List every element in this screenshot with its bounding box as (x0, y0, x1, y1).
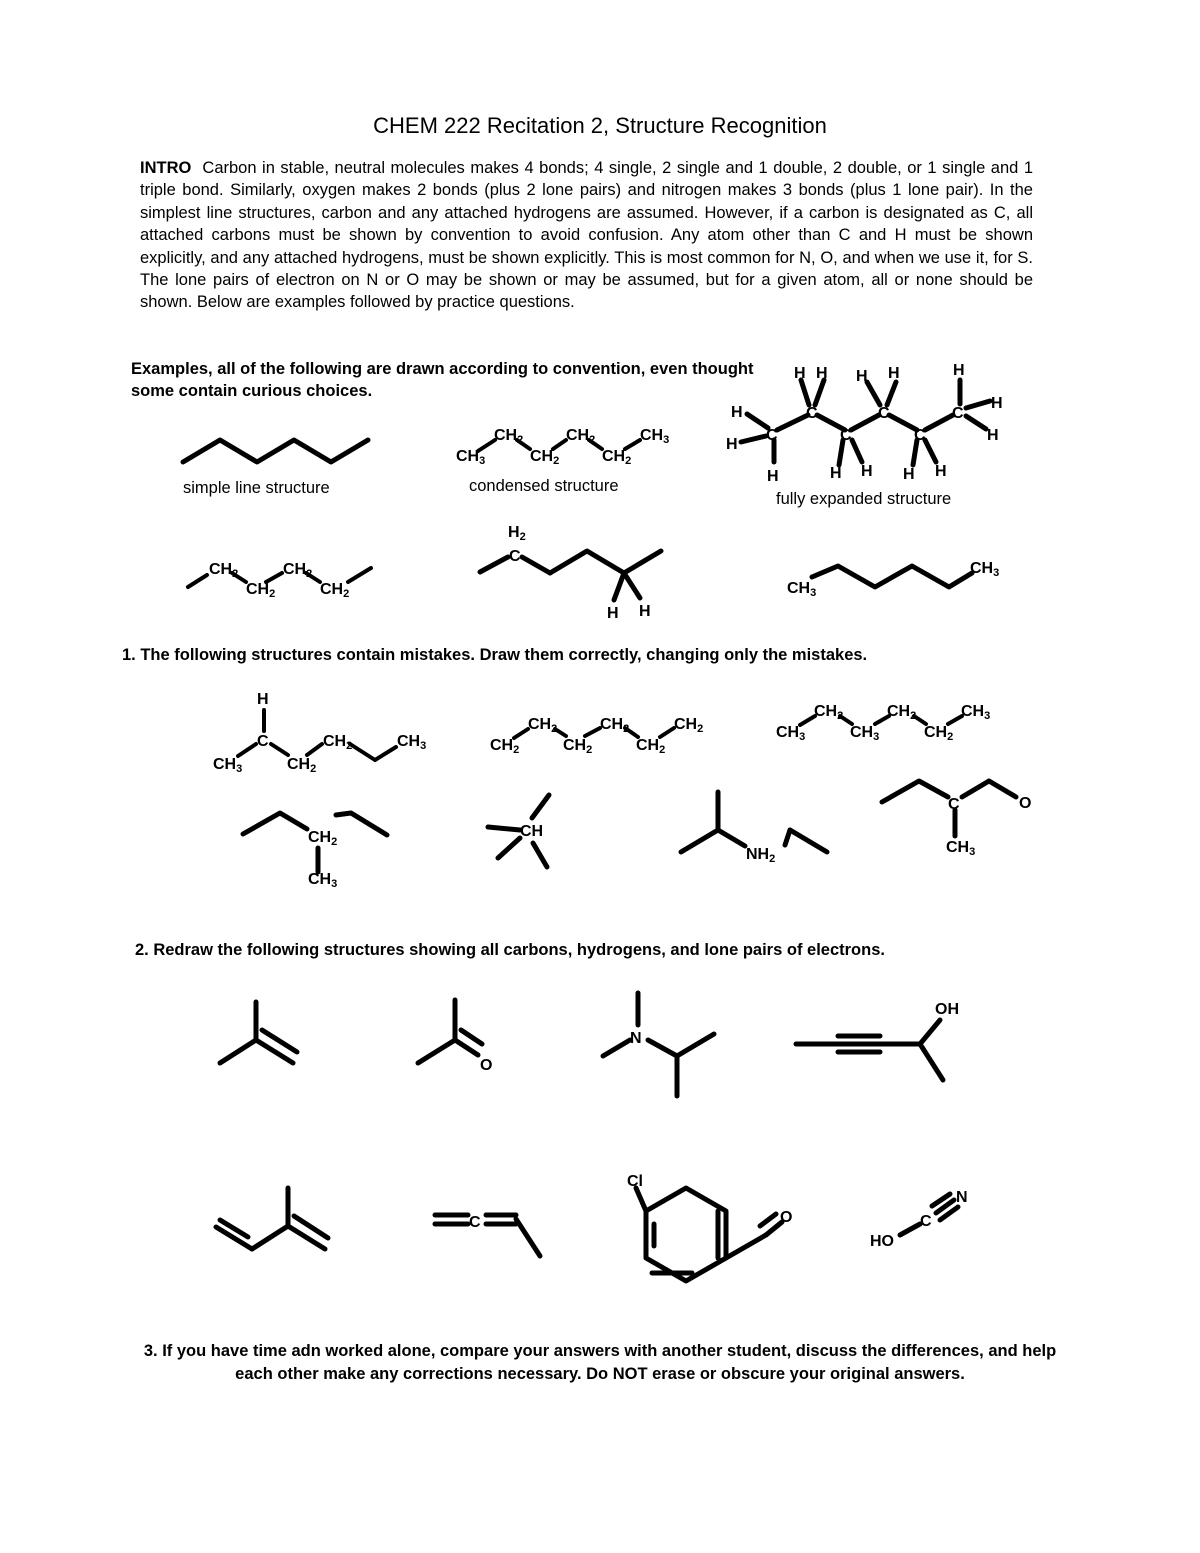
svg-text:CH3: CH3 (850, 724, 880, 743)
caption-condensed-structure: condensed structure (469, 477, 619, 495)
svg-text:CH2: CH2 (209, 561, 239, 580)
svg-text:CH2: CH2 (494, 427, 524, 446)
svg-text:CH2: CH2 (563, 737, 593, 756)
q2-allene (435, 1215, 540, 1256)
question-1-heading: 1. The following structures contain mistakes. Draw them correctly, changing only the mistakes. (122, 646, 868, 664)
svg-text:CH3: CH3 (640, 427, 670, 446)
q2-chlorobenzaldehyde (636, 1188, 782, 1281)
svg-text:CH3: CH3 (970, 560, 1000, 579)
svg-text:C: C (766, 427, 778, 444)
page-title: CHEM 222 Recitation 2, Structure Recognition (373, 113, 827, 138)
q2-butynol (796, 1020, 943, 1080)
svg-text:H: H (794, 365, 806, 382)
svg-text:C: C (878, 405, 890, 422)
question-2-heading: 2. Redraw the following structures showing all carbons, hydrogens, and lone pairs of electrons. (135, 941, 885, 959)
svg-text:C: C (806, 405, 818, 422)
svg-text:N: N (630, 1030, 642, 1047)
svg-text:H: H (816, 365, 828, 382)
svg-text:C: C (509, 548, 521, 565)
svg-text:CH2: CH2 (674, 716, 704, 735)
svg-text:H: H (639, 603, 651, 620)
svg-text:HO: HO (870, 1233, 894, 1250)
svg-text:H: H (767, 468, 779, 485)
svg-text:CH3: CH3 (787, 580, 817, 599)
svg-text:CH2: CH2 (528, 716, 558, 735)
svg-text:NH2: NH2 (746, 846, 776, 865)
svg-text:H: H (726, 436, 738, 453)
svg-text:H: H (935, 463, 947, 480)
svg-text:CH2: CH2 (924, 724, 954, 743)
svg-text:C: C (948, 796, 960, 813)
svg-text:O: O (480, 1057, 493, 1074)
svg-text:CH2: CH2 (308, 829, 338, 848)
question-3-text: 3. If you have time adn worked alone, compare your answers with another student, discuss the differences, and help each other make any corrections necessary. Do NOT erase or obscure your original answers. (143, 1342, 1057, 1383)
examples-heading: Examples, all of the following are drawn according to convention, even thought some contain curious choices. (131, 360, 754, 400)
svg-text:CH3: CH3 (946, 839, 976, 858)
svg-text:CH: CH (520, 823, 544, 840)
example-mixed-structure (480, 551, 661, 600)
svg-text:H: H (731, 404, 743, 421)
svg-text:C: C (914, 427, 926, 444)
svg-text:H2: H2 (508, 524, 526, 543)
atom-labels (209, 362, 1031, 1250)
svg-text:C: C (469, 1214, 481, 1231)
svg-text:N: N (956, 1189, 968, 1206)
svg-text:C: C (257, 733, 269, 750)
atom-label: CH3 (456, 448, 486, 467)
q1-structure-6 (681, 792, 827, 852)
svg-text:O: O (780, 1209, 793, 1226)
svg-text:C: C (952, 405, 964, 422)
svg-text:CH2: CH2 (283, 561, 313, 580)
svg-text:OH: OH (935, 1001, 959, 1018)
svg-text:CH2: CH2 (530, 448, 560, 467)
svg-text:CH3: CH3 (213, 756, 243, 775)
intro-label: INTRO (140, 159, 192, 177)
svg-text:CH2: CH2 (490, 737, 520, 756)
svg-text:CH3: CH3 (397, 733, 427, 752)
svg-text:H: H (888, 365, 900, 382)
svg-text:CH3: CH3 (776, 724, 806, 743)
svg-text:CH2: CH2 (887, 703, 917, 722)
example-terminal-methyl-structure (812, 566, 972, 587)
svg-text:C: C (920, 1213, 932, 1230)
svg-text:CH2: CH2 (602, 448, 632, 467)
svg-text:H: H (607, 605, 619, 622)
q2-dimethylisopropylamine (603, 993, 714, 1096)
svg-text:H: H (830, 465, 842, 482)
svg-text:H: H (991, 395, 1003, 412)
example-expanded-bonds (741, 380, 990, 465)
svg-text:H: H (987, 427, 999, 444)
svg-text:H: H (257, 691, 269, 708)
svg-text:H: H (856, 368, 868, 385)
intro-text: Carbon in stable, neutral molecules makes 4 bonds; 4 single, 2 single and 1 double, 2 double, or 1 single and 1 triple bond. Similarly, oxygen makes 2 bonds (plus 2 lone pairs) and nitrogen makes 3 bonds (plus 1 lone pair). In the simplest line structures, carbon and any attached hydrogens are assumed. However, if a carbon is designated as C, all attached carbons must be shown by convention to avoid confusion. Any atom other than C and H must be shown explicitly, and any attached hydrogens, must be shown explicitly. This is most common for N, O, and when we use it, for S. The lone pairs of electron on N or O may be shown or may be assumed, but for a given atom, all or none should be shown. Below are examples followed by practice questions. (140, 159, 1033, 312)
caption-line-structure: simple line structure (183, 479, 330, 497)
svg-text:CH3: CH3 (961, 703, 991, 722)
svg-text:CH2: CH2 (636, 737, 666, 756)
svg-text:C: C (840, 427, 852, 444)
q2-acetone (418, 1000, 482, 1063)
svg-text:H: H (903, 466, 915, 483)
svg-text:CH2: CH2 (566, 427, 596, 446)
svg-text:CH2: CH2 (246, 581, 276, 600)
svg-text:CH2: CH2 (600, 716, 630, 735)
svg-text:CH2: CH2 (323, 733, 353, 752)
example-line-structure (183, 440, 368, 462)
svg-text:Cl: Cl (627, 1173, 643, 1190)
svg-text:CH3: CH3 (308, 871, 338, 890)
caption-expanded-structure: fully expanded structure (776, 490, 952, 508)
q2-isoprene (216, 1188, 328, 1249)
svg-text:H: H (953, 362, 965, 379)
svg-text:H: H (861, 463, 873, 480)
svg-text:CH2: CH2 (814, 703, 844, 722)
svg-text:CH2: CH2 (320, 581, 350, 600)
svg-text:CH2: CH2 (287, 756, 317, 775)
q2-isobutene (220, 1002, 297, 1063)
svg-text:O: O (1019, 795, 1032, 812)
